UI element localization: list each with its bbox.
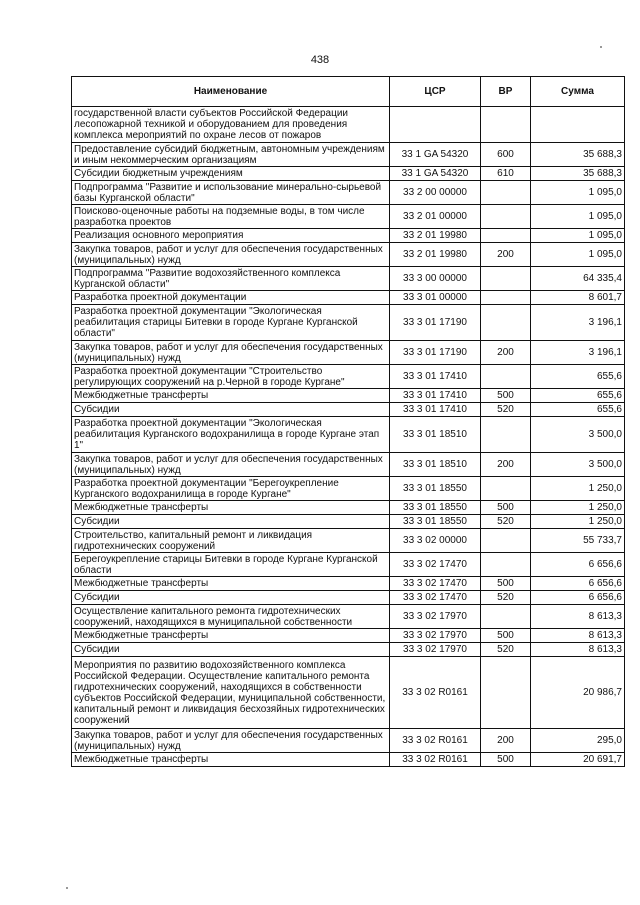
table-row: [72, 729, 625, 753]
row-csr: 33 3 00 00000: [390, 267, 481, 291]
table-body: [72, 107, 625, 767]
row-csr: 33 3 02 17970: [390, 629, 481, 643]
row-csr: 33 2 01 19980: [390, 229, 481, 243]
table-row: [72, 515, 625, 529]
row-name: Закупка товаров, работ и услуг для обеспечения государственных (муниципальных) нужд: [72, 243, 390, 267]
table-header-row: [72, 77, 625, 107]
row-csr: 33 1 GA 54320: [390, 167, 481, 181]
row-sum: 8 613,3: [531, 643, 625, 657]
table-row: [72, 529, 625, 553]
row-name: Межбюджетные трансферты: [72, 501, 390, 515]
row-vr: [481, 477, 531, 501]
row-name: государственной власти субъектов Российской Федерации лесопожарной техникой и оборудованием для проведения комплекса мероприятий по охране лесов от пожаров: [72, 107, 390, 143]
row-name: Субсидии: [72, 643, 390, 657]
row-name: Разработка проектной документации: [72, 291, 390, 305]
row-vr: [481, 305, 531, 341]
row-vr: 500: [481, 753, 531, 767]
row-csr: 33 3 01 17410: [390, 389, 481, 403]
table-row: [72, 605, 625, 629]
table-row: [72, 305, 625, 341]
table-row: [72, 403, 625, 417]
row-csr: 33 2 00 00000: [390, 181, 481, 205]
row-sum: 20 691,7: [531, 753, 625, 767]
row-vr: 520: [481, 591, 531, 605]
table-row: [72, 229, 625, 243]
table-row: [72, 181, 625, 205]
row-csr: 33 3 02 17970: [390, 643, 481, 657]
header-name: Наименование: [72, 77, 390, 107]
row-csr: 33 3 02 17470: [390, 591, 481, 605]
header-sum: Сумма: [531, 77, 625, 107]
row-csr: [390, 107, 481, 143]
row-vr: [481, 417, 531, 453]
row-name: Закупка товаров, работ и услуг для обеспечения государственных (муниципальных) нужд: [72, 453, 390, 477]
row-csr: 33 3 01 17410: [390, 403, 481, 417]
table-row: [72, 553, 625, 577]
row-vr: [481, 267, 531, 291]
header-csr: ЦСР: [390, 77, 481, 107]
row-sum: 1 095,0: [531, 205, 625, 229]
row-name: Субсидии: [72, 591, 390, 605]
row-vr: [481, 553, 531, 577]
row-sum: 3 500,0: [531, 453, 625, 477]
row-vr: 520: [481, 515, 531, 529]
row-csr: 33 1 GA 54320: [390, 143, 481, 167]
scan-dot: [66, 887, 68, 889]
row-csr: 33 2 01 19980: [390, 243, 481, 267]
row-sum: 295,0: [531, 729, 625, 753]
row-csr: 33 3 02 17970: [390, 605, 481, 629]
row-name: Разработка проектной документации "Строительство регулирующих сооружений на р.Черной в городе Кургане": [72, 365, 390, 389]
row-name: Межбюджетные трансферты: [72, 389, 390, 403]
row-vr: [481, 657, 531, 729]
row-csr: 33 3 02 R0161: [390, 729, 481, 753]
row-csr: 33 3 01 18510: [390, 453, 481, 477]
table-row: [72, 143, 625, 167]
row-name: Субсидии бюджетным учреждениям: [72, 167, 390, 181]
row-vr: 200: [481, 243, 531, 267]
row-csr: 33 3 02 00000: [390, 529, 481, 553]
row-csr: 33 3 02 17470: [390, 553, 481, 577]
table-row: [72, 591, 625, 605]
row-sum: 1 250,0: [531, 501, 625, 515]
row-name: Разработка проектной документации "Экологическая реабилитация старицы Битевки в городе Кургане Курганской области": [72, 305, 390, 341]
table-row: [72, 657, 625, 729]
row-name: Строительство, капитальный ремонт и ликвидация гидротехнических сооружений: [72, 529, 390, 553]
row-name: Межбюджетные трансферты: [72, 629, 390, 643]
table-row: [72, 205, 625, 229]
row-csr: 33 3 01 00000: [390, 291, 481, 305]
row-sum: 35 688,3: [531, 143, 625, 167]
row-csr: 33 3 02 R0161: [390, 657, 481, 729]
row-csr: 33 3 01 18550: [390, 501, 481, 515]
row-vr: [481, 529, 531, 553]
row-sum: 1 250,0: [531, 515, 625, 529]
row-csr: 33 2 01 00000: [390, 205, 481, 229]
row-vr: 500: [481, 501, 531, 515]
row-vr: [481, 181, 531, 205]
row-name: Предоставление субсидий бюджетным, автономным учреждениям и иным некоммерческим организациям: [72, 143, 390, 167]
table-row: [72, 753, 625, 767]
row-vr: [481, 605, 531, 629]
row-name: Мероприятия по развитию водохозяйственного комплекса Российской Федерации. Осуществление капитального ремонта гидротехнических сооружений, находящихся в собственности субъектов Российской Федерации, муниципальной собственности, капитальный ремонт и ликвидация бесхозяйных гидротехнических сооружений: [72, 657, 390, 729]
row-name: Берегоукрепление старицы Битевки в городе Кургане Курганской области: [72, 553, 390, 577]
row-vr: 200: [481, 341, 531, 365]
table-row: [72, 477, 625, 501]
budget-table: [71, 76, 625, 767]
row-vr: [481, 107, 531, 143]
row-name: Закупка товаров, работ и услуг для обеспечения государственных (муниципальных) нужд: [72, 729, 390, 753]
row-vr: 520: [481, 403, 531, 417]
row-name: Субсидии: [72, 403, 390, 417]
row-vr: [481, 365, 531, 389]
row-vr: 610: [481, 167, 531, 181]
header-vr: ВР: [481, 77, 531, 107]
row-sum: 3 196,1: [531, 305, 625, 341]
row-sum: 1 095,0: [531, 229, 625, 243]
table-row: [72, 267, 625, 291]
row-vr: 500: [481, 577, 531, 591]
row-vr: 200: [481, 729, 531, 753]
row-sum: 6 656,6: [531, 591, 625, 605]
row-csr: 33 3 01 17190: [390, 341, 481, 365]
table-row: [72, 453, 625, 477]
row-csr: 33 3 01 17190: [390, 305, 481, 341]
row-sum: 55 733,7: [531, 529, 625, 553]
row-vr: 600: [481, 143, 531, 167]
table-row: [72, 417, 625, 453]
row-name: Разработка проектной документации "Берегоукрепление Курганского водохранилища в городе Кургане": [72, 477, 390, 501]
table-row: [72, 167, 625, 181]
row-vr: 500: [481, 389, 531, 403]
row-sum: 6 656,6: [531, 553, 625, 577]
table-row: [72, 365, 625, 389]
row-name: Закупка товаров, работ и услуг для обеспечения государственных (муниципальных) нужд: [72, 341, 390, 365]
table-row: [72, 243, 625, 267]
row-name: Осуществление капитального ремонта гидротехнических сооружений, находящихся в муниципальной собственности: [72, 605, 390, 629]
row-sum: 6 656,6: [531, 577, 625, 591]
page-number: 438: [310, 54, 330, 66]
table-row: [72, 501, 625, 515]
row-name: Реализация основного мероприятия: [72, 229, 390, 243]
row-vr: 200: [481, 453, 531, 477]
table-row: [72, 341, 625, 365]
row-name: Межбюджетные трансферты: [72, 577, 390, 591]
row-sum: 655,6: [531, 389, 625, 403]
row-name: Межбюджетные трансферты: [72, 753, 390, 767]
row-csr: 33 3 01 18550: [390, 515, 481, 529]
row-name: Подпрограмма "Развитие водохозяйственного комплекса Курганской области": [72, 267, 390, 291]
row-csr: 33 3 02 R0161: [390, 753, 481, 767]
row-csr: 33 3 02 17470: [390, 577, 481, 591]
row-vr: [481, 229, 531, 243]
row-sum: 1 095,0: [531, 243, 625, 267]
table-row: [72, 291, 625, 305]
row-sum: 1 250,0: [531, 477, 625, 501]
row-vr: [481, 205, 531, 229]
row-sum: 8 613,3: [531, 629, 625, 643]
row-name: Подпрограмма "Развитие и использование минерально-сырьевой базы Курганской области": [72, 181, 390, 205]
table-row: [72, 389, 625, 403]
row-sum: [531, 107, 625, 143]
row-vr: 500: [481, 629, 531, 643]
row-name: Разработка проектной документации "Экологическая реабилитация Курганского водохранилища в городе Кургане этап 1": [72, 417, 390, 453]
row-csr: 33 3 01 17410: [390, 365, 481, 389]
row-sum: 64 335,4: [531, 267, 625, 291]
row-sum: 8 613,3: [531, 605, 625, 629]
table-row: [72, 107, 625, 143]
row-vr: 520: [481, 643, 531, 657]
row-sum: 3 196,1: [531, 341, 625, 365]
row-csr: 33 3 01 18550: [390, 477, 481, 501]
row-vr: [481, 291, 531, 305]
row-sum: 655,6: [531, 365, 625, 389]
row-csr: 33 3 01 18510: [390, 417, 481, 453]
table-row: [72, 629, 625, 643]
row-name: Поисково-оценочные работы на подземные воды, в том числе разработка проектов: [72, 205, 390, 229]
row-sum: 655,6: [531, 403, 625, 417]
scan-dot: [600, 46, 602, 48]
row-sum: 35 688,3: [531, 167, 625, 181]
row-name: Субсидии: [72, 515, 390, 529]
row-sum: 3 500,0: [531, 417, 625, 453]
table-row: [72, 577, 625, 591]
row-sum: 1 095,0: [531, 181, 625, 205]
row-sum: 8 601,7: [531, 291, 625, 305]
table-row: [72, 643, 625, 657]
row-sum: 20 986,7: [531, 657, 625, 729]
